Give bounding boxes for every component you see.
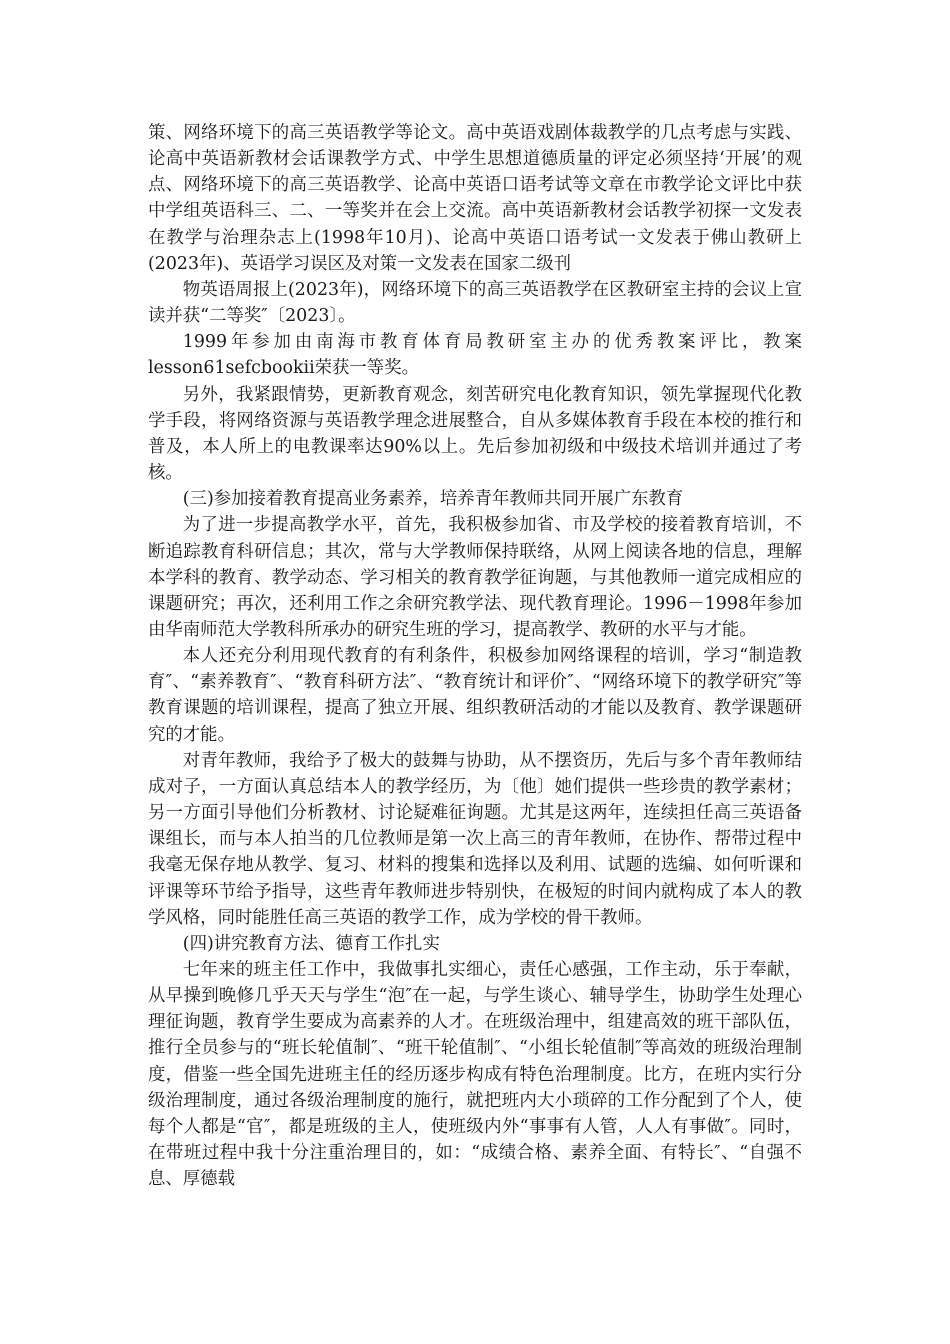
paragraph-papers-awards: 策、网络环境下的高三英语教学等论文。高中英语戏剧体裁教学的几点考虑与实践、论高中英语新教材会话课教学方式、中学生思想道德质量的评定必须坚持‘开展’的观点、网络环境下的高三英语教学、论高中英语口语考试等文章在市教学论文评比中获中学组英语科三、二、一等奖并在会上交流。高中英语新教材会话教学初探一文发表在教学与治理杂志上(1998年10月)、论高中英语口语考试一文发表于佛山教研上(2023年)、英语学习误区及对策一文发表在国家二级刊	[148, 123, 802, 274]
paragraph-lesson-plan-award: 1999年参加由南海市教育体育局教研室主办的优秀教案评比，教案lesson61sefcbookii荣获一等奖。	[148, 332, 802, 379]
paragraph-class-management: 七年来的班主任工作中，我做事扎实细心，责任心感强，工作主动，乐于奉献，从早操到晚修几乎天天与学生“泡″在一起，与学生谈心、辅导学生，协助学生处理心理征询题，教育学生要成为高素养的人才。在班级治理中，组建高效的班干部队伍，推行全员参与的“班长轮值制″、“班干轮值制″、“小组长轮值制″等高效的班级治理制度，借鉴一些全国先进班主任的经历逐步构成有特色治理制度。比方，在班内实行分级治理制度，通过各级治理制度的施行，就把班内大小琐碎的工作分配到了个人，使每个人都是“官″，都是班级的主人，使班级内外“事事有人管，人人有事做″。同时，在带班过程中我十分注重治理目的，如：“成绩合格、素养全面、有特长″、“自强不息、厚德载	[148, 960, 802, 1190]
document-page	[148, 120, 802, 1192]
paragraph-online-courses: 本人还充分利用现代教育的有利条件，积极参加网络课程的培训，学习“制造教育″、“素养教育″、“教育科研方法″、“教育统计和评价″、“网络环境下的教学研究″等教育课题的培训课程，提高了独立开展、组织教研活动的才能以及教育、教学课题研究的才能。	[148, 646, 802, 745]
paragraph-mentoring-young-teachers: 对青年教师，我给予了极大的鼓舞与协助，从不摆资历，先后与多个青年教师结成对子，一方面认真总结本人的教学经历，为〔他〕她们提供一些珍贵的教学素材；另一方面引导他们分析教材、讨论疑难征询题。尤其是这两年，连续担任高三英语备课组长，而与本人拍当的几位教师是第一次上高三的青年教师，在协作、帮带过程中我毫无保存地从教学、复习、材料的搜集和选择以及利用、试题的选编、如何听课和评课等环节给予指导，这些青年教师进步特别快，在极短的时间内就构成了本人的教学风格，同时能胜任高三英语的教学工作，成为学校的骨干教师。	[148, 750, 802, 928]
section-heading-moral-education: (四)讲究教育方法、德育工作扎实	[182, 933, 440, 954]
section-heading-continuing-education: (三)参加接着教育提高业务素养，培养青年教师共同开展广东教育	[182, 489, 684, 510]
paragraph-research-training: 为了进一步提高教学水平，首先，我积极参加省、市及学校的接着教育培训，不断追踪教育科研信息；其次，常与大学教师保持联络，从网上阅读各地的信息，理解本学科的教育、教学动态、学习相关的教育教学征询题，与其他教师一道完成相应的课题研究；再次，还利用工作之余研究教学法、现代教育理论。1996－1998年参加由华南师范大学教科所承办的研究生班的学习，提高教学、教研的水平与才能。	[148, 515, 802, 640]
paragraph-multimedia-teaching: 另外，我紧跟情势，更新教育观念，刻苦研究电化教育知识，领先掌握现代化教学手段，将网络资源与英语教学理念进展整合，自从多媒体教育手段在本校的推行和普及，本人所上的电教课率达90%以上。先后参加初级和中级技术培训并通过了考核。	[148, 384, 802, 484]
paragraph-weekly-publication: 物英语周报上(2023年)，网络环境下的高三英语教学在区教研室主持的会议上宣读并获“二等奖″〔2023〕。	[148, 279, 802, 327]
